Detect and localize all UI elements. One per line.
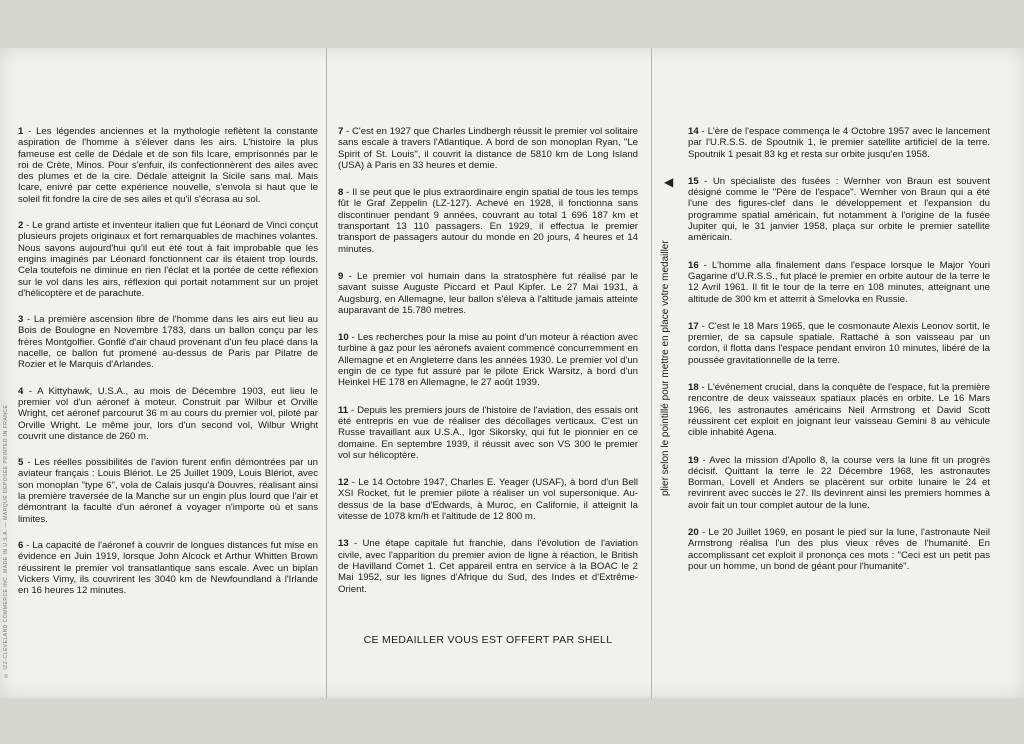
paragraph-number: 18 bbox=[688, 382, 699, 394]
paragraph-text: - La capacité de l'aéronef à couvrir de longues distances fut mise en évidence en Juin 1919, lorsque John Alcock et Arthur Whitten Brown réussirent le premier vol transatlantique sans escale. Avec un biplan Vickers Vimy, ils couvrirent les 3040 km de Newfoundland à l'Irlande en 16 heures 12 minutes. bbox=[18, 539, 318, 597]
paragraph-number: 12 bbox=[338, 477, 349, 489]
paragraph-16 bbox=[688, 260, 990, 305]
paragraph-text: - Les légendes anciennes et la mythologie reflètent la constante aspiration de l'homme à s'élever dans les airs. L'histoire la plus fameuse est celle de Dédale et de son fils Icare, emprisonnés par le roi de Crète, Minos. Pour s'enfuir, ils confectionnèrent des ailes avec des plumes et de la cire. Dédale atteignit la Sicile sans mal. Mais Icare, enivré par cette expérience nouvelle, s'envola si haut que le soleil fit fondre la cire de ses ailes et qu'il s'écrasa au sol. bbox=[18, 126, 318, 205]
paragraph-5 bbox=[18, 457, 318, 525]
column-right bbox=[688, 126, 990, 588]
fold-instruction: plier selon le pointillé pour mettre en place votre medailler bbox=[660, 240, 671, 496]
column-left bbox=[18, 126, 318, 611]
paragraph-number: 8 bbox=[338, 187, 344, 199]
paragraph-number: 1 bbox=[18, 126, 24, 137]
paragraph-15 bbox=[688, 176, 990, 244]
paragraph-number: 7 bbox=[338, 126, 344, 137]
paragraph-20 bbox=[688, 527, 990, 572]
paragraph-text: - Avec la mission d'Apollo 8, la course vers la lune fit un progrès décisif. Quittant la terre le 22 Décembre 1968, les astronautes Borman, Lovell et Anders se placèrent sur orbite lunaire le 24 et revinrent avec succès le 27. Ils devinrent ainsi les premiers hommes à avoir fait un tour complet autour de la lune. bbox=[688, 454, 990, 511]
paragraph-number: 16 bbox=[688, 259, 699, 271]
paragraph-text: - Les réelles possibilités de l'avion furent enfin démontrées par un aviateur français : Louis Blériot. Le 25 Juillet 1909, Louis Blériot, avec son monoplan "type 6", vola de Calais jusqu'à Douvres, réalisant ainsi la première traversée de la Manche sur un engin plus lourd que l'air et démontrant la faculté d'un aéronef à voyager n'importe où et sans limites. bbox=[18, 457, 318, 525]
paragraph-text: - A Kittyhawk, U.S.A., au mois de Décembre 1903, eut lieu le premier vol d'un aéronef à moteur. Construit par Wilbur et Orville Wright, cet aéronef parcourut 36 m au cours du premier vol, piloté par Orville Wright. Le même jour, lors d'un second vol, Wilbur Wright couvrit une distance de 260 m. bbox=[18, 385, 318, 442]
paragraph-text: - Le 14 Octobre 1947, Charles E. Yeager (USAF), à bord d'un Bell XSI Rocket, fut le premier pilote à réaliser un vol supersonique. Au-dessus de la base d'Edwards, à Muroc, en Californie, il atteignit la vitesse de 1078 km/h et l'altitude de 12 800 m. bbox=[338, 477, 638, 523]
document-sheet bbox=[0, 48, 1024, 698]
paragraph-number: 5 bbox=[18, 457, 24, 469]
copyright-edge-text: © IZZ-CLEVELAND COMMERCE INC. MADE IN U.S.A. — MARQUE DÉPOSÉE PRINTED IN FRANCE bbox=[3, 404, 9, 678]
paragraph-text: - L'ère de l'espace commença le 4 Octobre 1957 avec le lancement par l'U.R.S.S. de Spoutnik 1, le premier satellite artificiel de la terre. Spoutnik 1 pesait 83 kg et resta sur orbite jusqu'en 1958. bbox=[688, 126, 990, 160]
paragraph-number: 2 bbox=[18, 220, 24, 232]
paragraph-text: - Depuis les premiers jours de l'histoire de l'aviation, des essais ont été entrepris en vue de réaliser des décollages verticaux. C'est un Russe travaillant aux U.S.A., Igor Sikorsky, qui fut le pionnier en ce domaine. En septembre 1939, il réussit avec son VS 300 le premier vol sur hélicoptère. bbox=[338, 404, 638, 461]
paragraph-7 bbox=[338, 126, 638, 171]
column-middle bbox=[338, 126, 638, 611]
paragraph-number: 4 bbox=[18, 385, 24, 397]
paragraph-number: 17 bbox=[688, 320, 699, 332]
paragraph-number: 11 bbox=[338, 404, 349, 416]
paragraph-9 bbox=[338, 271, 638, 316]
paragraph-14 bbox=[688, 126, 990, 160]
paragraph-number: 10 bbox=[338, 332, 349, 344]
paragraph-text: - Le premier vol humain dans la stratosphère fut réalisé par le savant suisse Auguste Piccard et Paul Kipfer. Le 27 Mai 1931, à Augsburg, en Allemagne, leur ballon s'éleva à l'altitude jamais atteinte auparavant de 15.780 metres. bbox=[338, 270, 638, 316]
paragraph-text: - L'homme alla finalement dans l'espace lorsque le Major Youri Gagarine d'U.R.S.S., fut placé le premier en orbite autour de la terre le 12 Avril 1961. Il fit le tour de la terre en 108 minutes, atteignant une altitude de 300 km et atterrit à Smelovka en Russie. bbox=[688, 259, 990, 305]
paragraph-text: - C'est en 1927 que Charles Lindbergh réussit le premier vol solitaire sans escale à travers l'Atlantique. A bord de son monoplan Ryan, "Le Spirit of St. Louis", il couvrit la distance de 5810 km de Long Island (USA) à Paris en 33 heures et demie. bbox=[338, 126, 638, 171]
fold-line-left bbox=[326, 48, 327, 698]
paragraph-2 bbox=[18, 220, 318, 299]
paragraph-number: 9 bbox=[338, 270, 344, 282]
paragraph-text: - Les recherches pour la mise au point d'un moteur à réaction avec turbine à gaz pour les aéronefs avaient commencé concurremment en Allemagne et en Angleterre dans les années 1930. Le premier vol d'un engin de ce type fut assuré par le pilote Erick Warsitz, à bord d'un Heinkel HE 178 en Allemagne, le 27 août 1939. bbox=[338, 332, 638, 389]
paragraph-18 bbox=[688, 382, 990, 438]
paragraph-4 bbox=[18, 386, 318, 442]
paragraph-number: 3 bbox=[18, 314, 24, 326]
paragraph-text: - Un spécialiste des fusées : Wernher von Braun est souvent désigné comme le "Père de l'espace". Wernher von Braun qui a été l'une des figures-clef dans le développement et l'expansion du programme spatial américain, fut notamment à l'origine de la fusée Jupiter qui, le 31 janvier 1958, plaça sur orbite le premier satellite américain. bbox=[688, 175, 990, 244]
paragraph-number: 13 bbox=[338, 538, 349, 550]
paragraph-text: - Il se peut que le plus extraordinaire engin spatial de tous les temps fût le Graf Zeppelin (LZ-127). Achevé en 1928, il fonctionna sans discontinuer pendant 9 années, couvrant au total 1 696 187 km et transportant 13 110 passagers. En 1929, il effectua le premier transport de passagers autour du monde en 20 jours, 4 heures et 14 minutes. bbox=[338, 187, 638, 255]
paragraph-text: - Le 20 Juillet 1969, en posant le pied sur la lune, l'astronaute Neil Armstrong réalisa l'un des plus vieux rêves de l'humanité. En accomplissant cet exploit il prononça ces mots : "Ceci est un petit pas pour un homme, un bond de géant pour l'humanité". bbox=[688, 527, 990, 572]
paragraph-19 bbox=[688, 455, 990, 511]
sponsor-footer: CE MEDAILLER VOUS EST OFFERT PAR SHELL bbox=[363, 634, 613, 646]
paragraph-10 bbox=[338, 332, 638, 388]
paragraph-6 bbox=[18, 540, 318, 596]
paragraph-text: - C'est le 18 Mars 1965, que le cosmonaute Alexis Leonov sortit, le premier, de sa capsule spatiale. Rattaché à son vaisseau par un cordon, il flotta dans l'espace pendant environ 10 minutes, libéré de la poussée gravitationnelle de la terre. bbox=[688, 320, 990, 366]
paragraph-number: 14 bbox=[688, 126, 699, 137]
paragraph-13 bbox=[338, 538, 638, 594]
paragraph-text: - Le grand artiste et inventeur italien que fut Léonard de Vinci conçut plusieurs projets originaux et fort remarquables de machines volantes. Nous savons aujourd'hui qu'il eut été tout à fait improbable que les engins imaginés par Léonard fonctionnent car ils étaient trop lourds. Cela toutefois ne diminue en rien l'éclat et la portée de cette réflexion sur le vol dans les airs, réflexion qui portait notamment sur un projet d'hélicoptère et de parachute. bbox=[18, 220, 318, 299]
paragraph-number: 6 bbox=[18, 539, 24, 551]
paragraph-number: 20 bbox=[688, 527, 699, 539]
paragraph-number: 15 bbox=[688, 175, 699, 187]
paragraph-17 bbox=[688, 321, 990, 366]
paragraph-12 bbox=[338, 477, 638, 522]
paragraph-text: - La première ascension libre de l'homme dans les airs eut lieu au Bois de Boulogne en Novembre 1783, dans un ballon conçu par les frères Montgolfier. Gonflé d'air chaud provenant d'un feu placé dans la nacelle, ce ballon fut promené au-dessus de Paris par Pilatre de Rozier et le Marquis d'Arlandes. bbox=[18, 314, 318, 371]
paragraph-8 bbox=[338, 187, 638, 255]
fold-line-right bbox=[651, 48, 652, 698]
paragraph-11 bbox=[338, 405, 638, 461]
paragraph-3 bbox=[18, 314, 318, 370]
paragraph-text: - L'événement crucial, dans la conquête de l'espace, fut la première rencontre de deux vaisseaux spatiaux placés en orbite. Le 16 Mars 1966, les astronautes américains Neil Armstrong et David Scott réussirent cet exploit en joignant leur vaisseau Gemini 8 au véhicule cible inhabité Agena. bbox=[688, 382, 990, 439]
paragraph-number: 19 bbox=[688, 454, 699, 466]
paragraph-text: - Une étape capitale fut franchie, dans l'évolution de l'aviation civile, avec l'apparition du premier avion de ligne à réaction, le British de Havilland Comet 1. Cet appareil entra en service à la BOAC le 2 Mai 1952, sur les lignes d'Afrique du Sud, des Indes et d'Extrême-Orient. bbox=[338, 538, 638, 595]
paragraph-1 bbox=[18, 126, 318, 205]
left-arrow-icon: ◀ bbox=[664, 175, 674, 189]
